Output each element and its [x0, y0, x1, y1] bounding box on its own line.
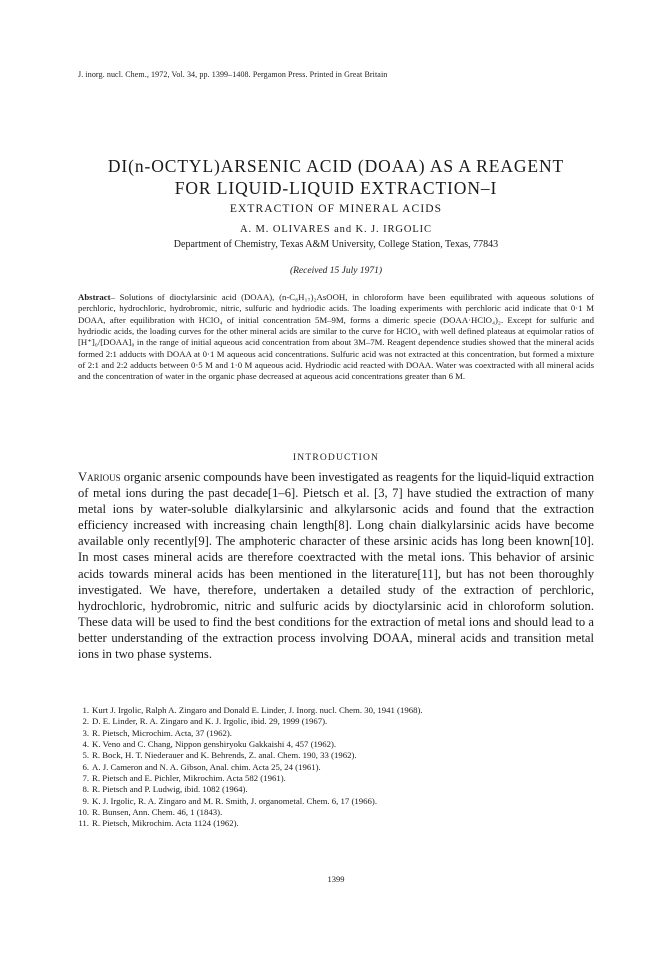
reference-text: R. Pietsch, Microchim. Acta, 37 (1962). — [92, 727, 232, 738]
reference-number: 4. — [82, 739, 89, 750]
reference-text: A. J. Cameron and N. A. Gibson, Anal. chim. Acta 25, 24 (1961). — [92, 761, 321, 772]
reference-list — [78, 705, 598, 830]
reference-item — [78, 773, 598, 784]
reference-item — [78, 784, 598, 795]
reference-number: 5. — [82, 750, 89, 761]
reference-text: Kurt J. Irgolic, Ralph A. Zingaro and Donald E. Linder, J. Inorg. nucl. Chem. 30, 1941 (1968). — [92, 705, 423, 715]
page-number: 1399 — [327, 874, 345, 884]
reference-item — [78, 705, 598, 716]
reference-item — [78, 728, 598, 739]
reference-text: R. Pietsch and E. Pichler, Mikrochim. Acta 582 (1961). — [92, 773, 286, 784]
introduction-paragraph — [78, 469, 594, 662]
reference-number: 6. — [82, 761, 89, 772]
abstract — [78, 292, 594, 383]
reference-item — [78, 796, 598, 807]
reference-number: 10. — [78, 807, 89, 818]
reference-text: R. Bock, H. T. Niederauer and K. Behrends, Z. anal. Chem. 190, 33 (1962). — [92, 750, 357, 761]
running-head: J. inorg. nucl. Chem., 1972, Vol. 34, pp. 1399–1408. Pergamon Press. Printed in Great Britain — [78, 70, 388, 79]
received-date: (Received 15 July 1971) — [289, 266, 383, 276]
reference-text: R. Bunsen, Ann. Chem. 46, 1 (1843). — [92, 807, 223, 818]
reference-text: D. E. Linder, R. A. Zingaro and K. J. Irgolic, ibid. 29, 1999 (1967). — [92, 716, 328, 727]
introduction-text: organic arsenic compounds have been investigated as reagents for the liquid-liquid extraction of metal ions during the past decade[1–6]. Pietsch et al. [3, 7] have studied the extraction of many metal ions by water-soluble dialkylarsinic and alkylarsonic acids and found that the extraction efficiency increased with increasing chain length[8]. Long chain dialkylarsinic acids have become available only recently[9]. The amphoteric character of these arsinic acids has long been known[10]. In most cases mineral acids are therefore coextracted with the metal ions. This behavior of arsinic acids towards mineral acids has been mentioned in the literature[11], but has not been thoroughly investigated. We have, therefore, undertaken a detailed study of the extraction of perchloric, hydrochloric, hydrobromic, nitric and sulfuric acids by dioctylarsinic acid in chloroform solution. These data will be used to find the best conditions for the extraction of metal ions and should lead to a better understanding of the extraction process involving DOAA, mineral acids and transition metal ions in two phase systems. — [78, 470, 594, 662]
reference-item — [78, 750, 598, 761]
reference-number: 11. — [78, 818, 89, 829]
section-heading-introduction: INTRODUCTION — [292, 453, 380, 463]
reference-number: 2. — [82, 716, 89, 727]
reference-item — [78, 807, 598, 818]
article-title-line-1: DI(n-OCTYL)ARSENIC ACID (DOAA) AS A REAGENT — [107, 156, 565, 176]
reference-item — [78, 739, 598, 750]
reference-number: 7. — [82, 773, 89, 784]
reference-item — [78, 716, 598, 727]
authors: A. M. OLIVARES and K. J. IRGOLIC — [240, 224, 432, 235]
article-subtitle: EXTRACTION OF MINERAL ACIDS — [229, 203, 443, 215]
reference-number: 8. — [82, 784, 89, 795]
abstract-label: Abstract — [78, 292, 111, 302]
reference-number: 9. — [82, 795, 89, 806]
abstract-text: – Solutions of dioctylarsinic acid (DOAA), (n-C₈H₁₇)₂AsOOH, in chloroform have been equilibrated with aqueous solutions of perchloric, hydrochloric, hydrobromic, nitric, sulfuric and hydriodic acids. The loading experiments with perchloric acid indicate that 0·1 M DOAA, after equilibration with HClO₄ of initial concentration 5M–9M, forms a dimeric specie (DOAA·HClO₄)₂. Except for sulfuric and hydriodic acids, the loading curves for the other mineral acids are similar to the curve for HClO₄ with well defined plateaus at equimolar ratios of [H⁺]₀/[DOAA]₀ in the range of initial aqueous acid concentration from about 3M–7M. Reagent dependence studies showed that the mineral acids formed 2:1 adducts with DOAA at 0·1 M aqueous acid concentrations. Sulfuric acid was not extracted at this concentration, but formed a mixture of 2:1 and 2:2 adducts between 0·5 M and 1·0 M aqueous acid. Hydriodic acid reacted with DOAA. Water was coextracted with all mineral acids and the concentration of water in the organic phase decreased at aqueous acid concentrations greater than 6 M. — [78, 292, 594, 382]
reference-text: R. Pietsch and P. Ludwig, ibid. 1082 (1964). — [92, 784, 248, 795]
reference-text: K. J. Irgolic, R. A. Zingaro and M. R. Smith, J. organometal. Chem. 6, 17 (1966). — [92, 795, 378, 806]
affiliation: Department of Chemistry, Texas A&M University, College Station, Texas, 77843 — [173, 239, 499, 250]
reference-item — [78, 762, 598, 773]
reference-text: K. Veno and C. Chang, Nippon genshiryoku Gakkaishi 4, 457 (1962). — [92, 739, 337, 750]
introduction-lead-word: Various — [78, 470, 121, 484]
reference-number: 3. — [82, 727, 89, 738]
article-title-line-2: FOR LIQUID-LIQUID EXTRACTION–I — [174, 178, 498, 198]
reference-text: R. Pietsch, Mikrochim. Acta 1124 (1962). — [92, 818, 239, 829]
reference-item — [78, 818, 598, 829]
reference-number: 1. — [82, 705, 89, 715]
